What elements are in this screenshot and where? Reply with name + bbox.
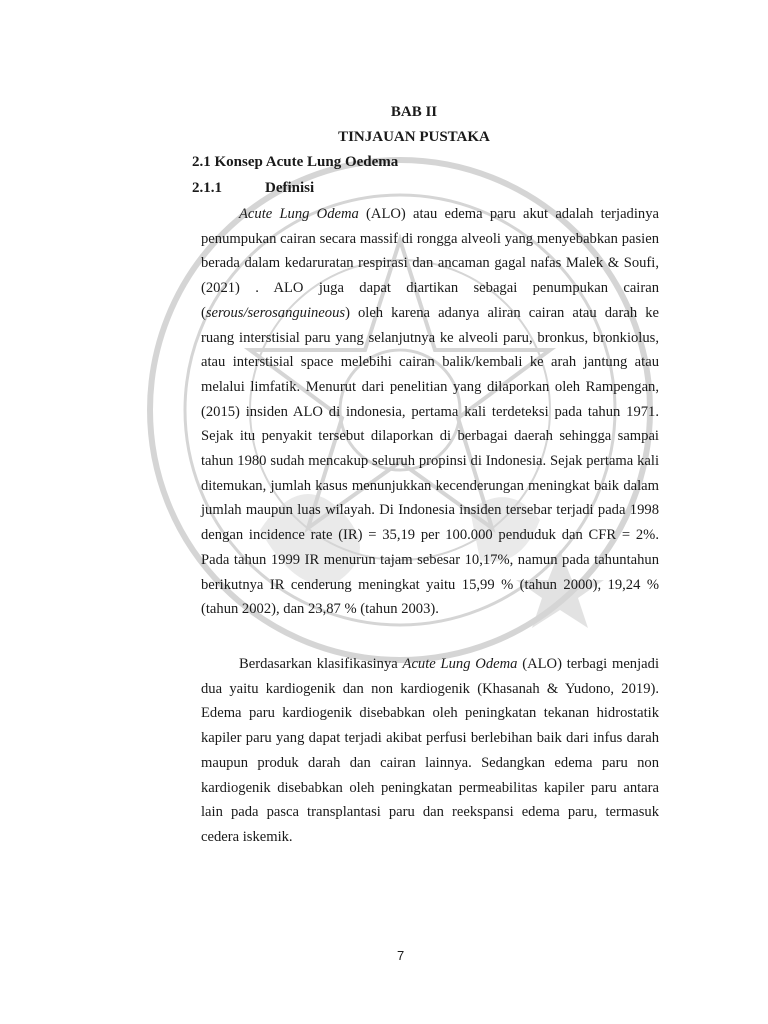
- paragraph-1-text: Acute Lung Odema: [239, 206, 359, 222]
- chapter-heading: BAB II: [390, 104, 438, 120]
- page-number: 7: [397, 948, 405, 963]
- paragraph-classification: [201, 652, 659, 850]
- subsection-title: Definisi: [265, 180, 315, 196]
- paragraph-1-text: serous/serosanguineous: [205, 304, 346, 321]
- paragraph-2-text: Berdasarkan klasifikasinya: [239, 656, 403, 672]
- paragraph-1-text: ) oleh karena adanya aliran cairan atau darah ke ruang interstisial paru yang selanjutnya ke alveoli paru, bronkus, bronkiolus, atau interstisial space melebihi cairan balik/kembali ke arah jantung atau melalui limfatik. Menurut dari penelitian yang dilaporkan oleh Rampengan, (2015) insiden ALO di indonesia, pertama kali terdeteksi pada tahun 1971. Sejak itu penyakit tersebut dilaporkan di berbagai daerah sehingga sampai tahun 1980 sudah mencakup seluruh propinsi di Indonesia. Sejak pertama kali ditemukan, jumlah kasus menunjukkan kecenderungan meningkat baik dalam jumlah maupun luas wilayah. Di Indonesia insiden tersebar terjadi pada 1998 dengan incidence rate (IR) = 35,19 per 100.000 penduduk dan CFR = 2%. Pada tahun 1999 IR menurun tajam sebesar 10,17%, namun pada tahuntahun berikutnya IR cenderung meningkat yaitu 15,99 % (tahun 2000), 19,24 % (tahun 2002), dan 23,87 % (tahun 2003).: [201, 304, 659, 618]
- section-heading: 2.1 Konsep Acute Lung Oedema: [192, 154, 399, 170]
- paragraph-2-text: (ALO) terbagi menjadi dua yaitu kardiogenik dan non kardiogenik (Khasanah & Yudono, 2019). Edema paru kardiogenik disebabkan oleh peningkatan tekanan hidrostatik kapiler paru yang dapat terjadi akibat perfusi berlebihan baik dari infus darah maupun produk darah dan cairan lainnya. Sedangkan edema paru non kardiogenik disebabkan oleh peningkatan permeabilitas kapiler paru antara lain pada pasca transplantasi paru dan reekspansi edema paru, termasuk cedera iskemik.: [201, 656, 659, 845]
- paragraph-2-text: Acute Lung Odema: [402, 656, 518, 672]
- chapter-title: TINJAUAN PUSTAKA: [338, 129, 490, 145]
- paragraph-definition: [201, 202, 659, 622]
- paragraph-1-text: (ALO) atau edema paru akut adalah terjadinya penumpukan cairan secara massif di rongga alveoli yang menyebabkan pasien berada dalam kedaruratan respirasi dan ancaman gagal nafas Malek & Soufi, (2021) . ALO juga dapat diartikan sebagai penumpukan cairan (: [201, 206, 659, 321]
- subsection-number: 2.1.1: [192, 180, 222, 196]
